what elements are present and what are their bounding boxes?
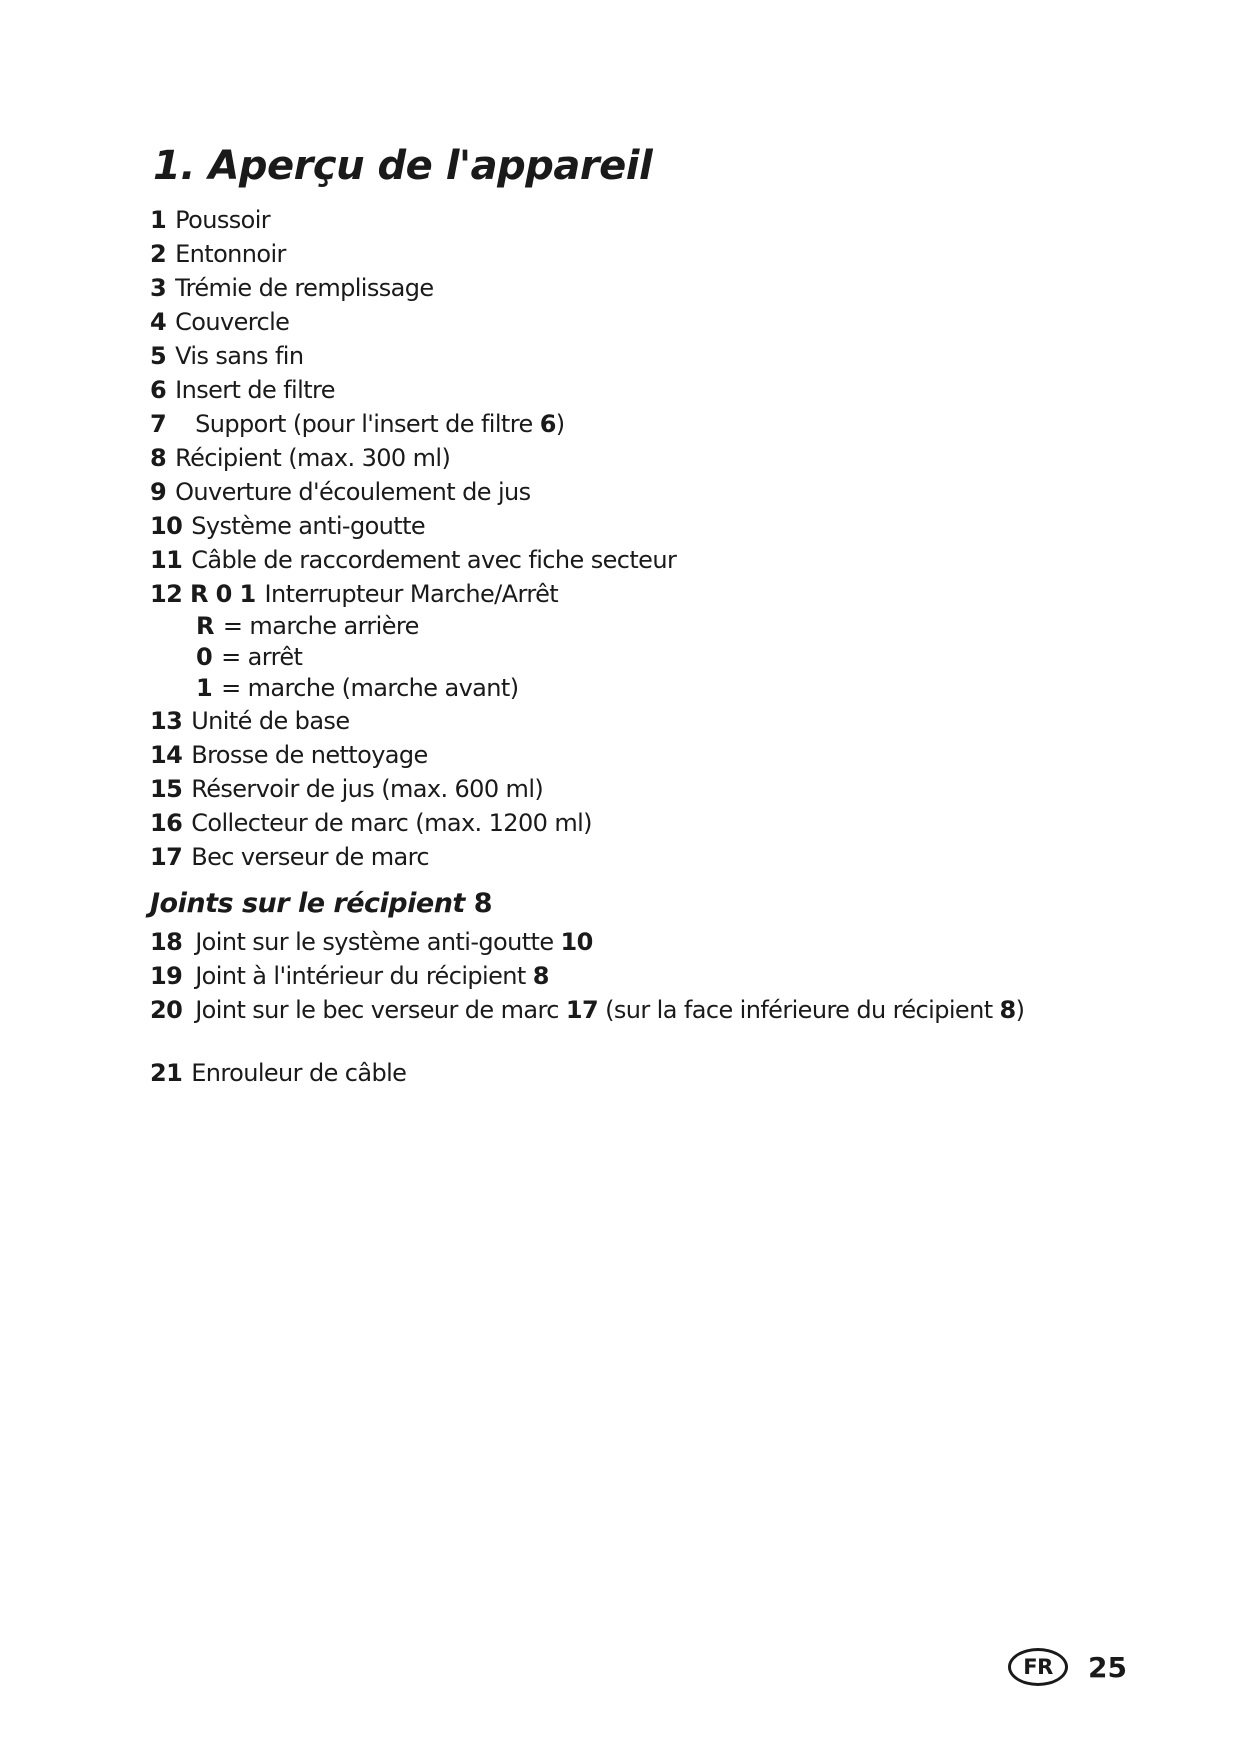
item-label: Joint sur le système anti-goutte <box>195 928 554 956</box>
list-item <box>150 577 676 611</box>
list-item <box>150 1056 406 1090</box>
section-heading <box>150 886 492 922</box>
list-item <box>150 704 676 738</box>
item-label-tail: ) <box>1015 996 1025 1024</box>
list-item <box>150 925 1024 959</box>
item-label: Bec verseur de marc <box>191 843 429 871</box>
list-item <box>150 441 676 475</box>
joints-list <box>150 925 1024 1027</box>
item-number: 21 <box>150 1059 183 1087</box>
item-number: 5 <box>150 342 167 370</box>
item-label: Collecteur de marc (max. 1200 ml) <box>191 809 592 837</box>
page-number: 25 <box>1088 1650 1127 1684</box>
item-label: Vis sans fin <box>175 342 304 370</box>
item-number: 9 <box>150 478 167 506</box>
section-heading-reference: 8 <box>473 888 493 919</box>
item-label: Interrupteur Marche/Arrêt <box>264 580 559 608</box>
item-number: 10 <box>150 512 183 540</box>
list-item <box>150 993 1024 1027</box>
item-label: Poussoir <box>175 206 271 234</box>
item-number: 3 <box>150 274 167 302</box>
switch-position-item <box>150 673 676 704</box>
switch-key: 1 <box>196 674 213 702</box>
item-number: 8 <box>150 444 167 472</box>
list-item <box>150 305 676 339</box>
page-title: 1. Aperçu de l'appareil <box>153 143 653 189</box>
item-label: Couvercle <box>175 308 290 336</box>
item-label: Trémie de remplissage <box>175 274 434 302</box>
list-item <box>150 509 676 543</box>
item-label: Enrouleur de câble <box>191 1059 407 1087</box>
list-item <box>150 475 676 509</box>
switch-position-item <box>150 611 676 642</box>
item-label: Ouverture d'écoulement de jus <box>175 478 531 506</box>
item-number: 17 <box>150 843 183 871</box>
list-item <box>150 407 676 441</box>
item-number: 13 <box>150 707 183 735</box>
item-number: 12 R 0 1 <box>150 580 256 608</box>
page-footer <box>1008 1644 1127 1690</box>
item-reference: 8 <box>532 962 549 990</box>
item-label: Joint sur le bec verseur de marc <box>195 996 559 1024</box>
item-number: 1 <box>150 206 167 234</box>
list-item <box>150 738 676 772</box>
item-label: Récipient (max. 300 ml) <box>175 444 451 472</box>
item-label: Câble de raccordement avec fiche secteur <box>191 546 677 574</box>
item-label: Entonnoir <box>175 240 286 268</box>
list-item <box>150 959 1024 993</box>
switch-key: 0 <box>196 643 213 671</box>
section-heading-text: Joints sur le récipient <box>150 888 465 919</box>
list-item <box>150 840 676 874</box>
item-label: Brosse de nettoyage <box>191 741 428 769</box>
switch-meaning: = marche (marche avant) <box>221 674 519 702</box>
item-reference: 17 <box>565 996 599 1024</box>
item-label-note: (sur la face inférieure du récipient <box>605 996 993 1024</box>
item-label: Réservoir de jus (max. 600 ml) <box>191 775 544 803</box>
item-label-tail: ) <box>555 410 565 438</box>
item-number: 18 <box>150 928 183 956</box>
list-item <box>150 543 676 577</box>
item-label: Support (pour l'insert de filtre <box>195 410 540 438</box>
item-label: Insert de filtre <box>175 376 335 404</box>
item-number: 4 <box>150 308 167 336</box>
item-reference: 6 <box>539 410 556 438</box>
item-label: Système anti-goutte <box>191 512 426 540</box>
list-item <box>150 237 676 271</box>
list-item <box>150 203 676 237</box>
item-number: 16 <box>150 809 183 837</box>
item-number: 19 <box>150 962 183 990</box>
switch-position-item <box>150 642 676 673</box>
item-number: 14 <box>150 741 183 769</box>
list-item <box>150 339 676 373</box>
parts-list <box>150 203 676 874</box>
list-item <box>150 271 676 305</box>
list-item <box>150 373 676 407</box>
switch-meaning: = marche arrière <box>222 612 419 640</box>
item-reference: 10 <box>560 928 593 956</box>
item-number: 2 <box>150 240 167 268</box>
item-number: 20 <box>150 996 183 1024</box>
list-item <box>150 772 676 806</box>
list-item <box>150 806 676 840</box>
item-reference: 8 <box>999 996 1016 1024</box>
switch-key: R <box>196 612 214 640</box>
switch-meaning: = arrêt <box>221 643 303 671</box>
item-number: 6 <box>150 376 167 404</box>
language-badge: FR <box>1008 1648 1068 1686</box>
item-number: 15 <box>150 775 183 803</box>
item-number: 11 <box>150 546 183 574</box>
item-number: 7 <box>150 410 167 438</box>
item-label: Joint à l'intérieur du récipient <box>195 962 526 990</box>
item-label: Unité de base <box>191 707 350 735</box>
